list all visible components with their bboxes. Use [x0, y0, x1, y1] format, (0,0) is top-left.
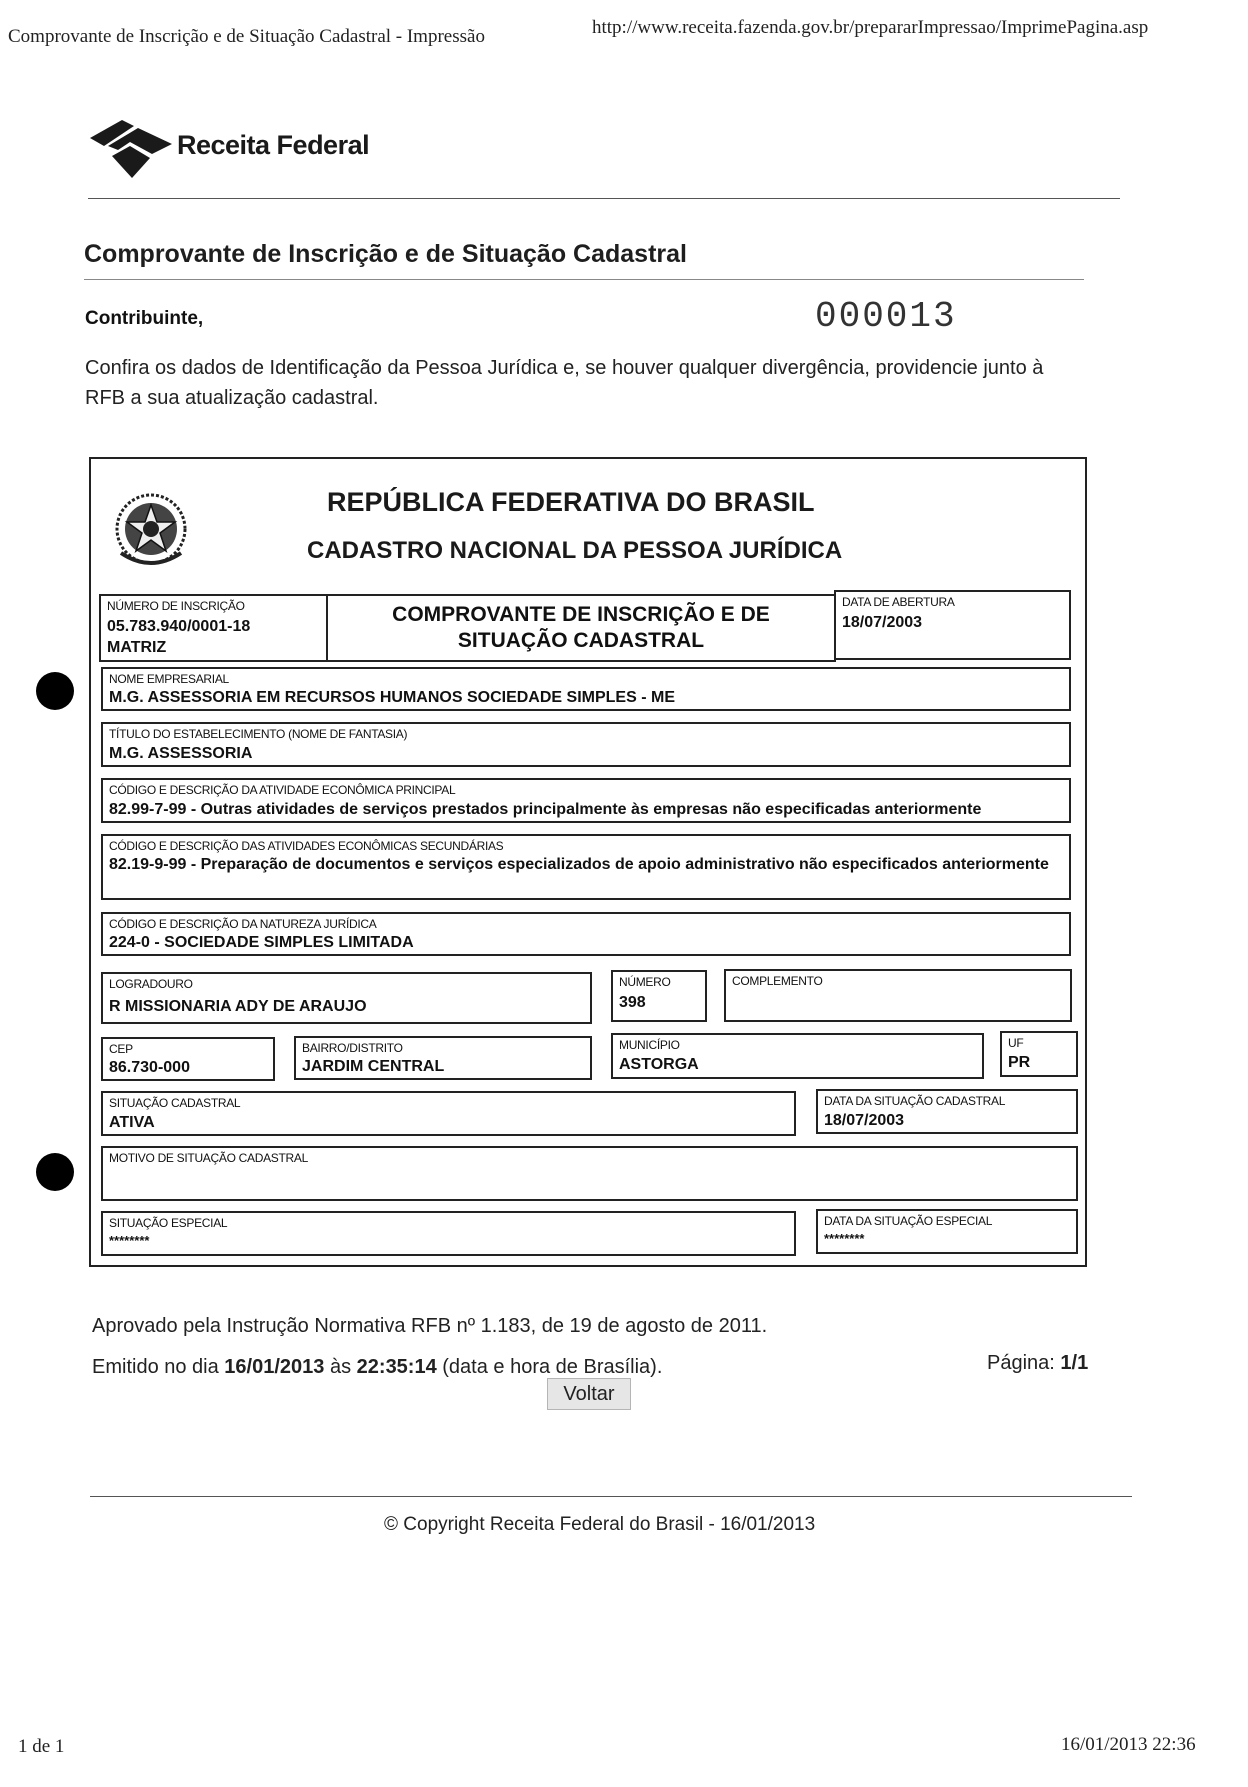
field-situacao-especial	[101, 1211, 796, 1256]
page-value: 1/1	[1060, 1352, 1089, 1374]
field-value: 82.99-7-99 - Outras atividades de serviços prestados principalmente às empresas não especificadas anteriormente	[109, 801, 982, 818]
field-value: 82.19-9-99 - Preparação de documentos e serviços especializados de apoio administrativo não especificados anteriormente	[109, 856, 1049, 873]
field-value: 05.783.940/0001-18	[107, 618, 251, 635]
field-value: PR	[1008, 1054, 1031, 1071]
comprovante-title-box	[326, 594, 836, 662]
field-label: NÚMERO DE INSCRIÇÃO	[107, 599, 245, 613]
field-label: CÓDIGO E DESCRIÇÃO DAS ATIVIDADES ECONÔMICAS SECUNDÁRIAS	[109, 839, 504, 853]
field-value: ATIVA	[109, 1114, 155, 1131]
field-value: R MISSIONARIA ADY DE ARAUJO	[109, 998, 367, 1015]
field-label: NOME EMPRESARIAL	[109, 672, 229, 686]
field-uf	[1000, 1031, 1078, 1077]
print-datetime: 16/01/2013 22:36	[1061, 1734, 1196, 1755]
field-cep	[101, 1037, 275, 1081]
comprovante-title: COMPROVANTE DE INSCRIÇÃO E DE SITUAÇÃO CADASTRAL	[392, 603, 770, 652]
binder-hole	[36, 672, 74, 710]
field-label: BAIRRO/DISTRITO	[302, 1041, 403, 1055]
field-label: CÓDIGO E DESCRIÇÃO DA NATUREZA JURÍDICA	[109, 917, 377, 931]
stamp-number: 000013	[815, 296, 957, 337]
field-label: DATA DE ABERTURA	[842, 595, 955, 609]
title-divider	[84, 279, 1084, 280]
field-value: 86.730-000	[109, 1059, 190, 1076]
field-value: 18/07/2003	[824, 1112, 905, 1129]
cnpj-card	[89, 457, 1087, 1267]
field-label: SITUAÇÃO CADASTRAL	[109, 1096, 241, 1110]
copyright: © Copyright Receita Federal do Brasil - 16/01/2013	[384, 1514, 816, 1535]
field-label: MUNICÍPIO	[619, 1038, 680, 1052]
field-motivo-situacao	[101, 1146, 1078, 1201]
print-url: http://www.receita.fazenda.gov.br/prepararImpressao/ImprimePagina.asp	[592, 17, 1149, 38]
field-bairro	[294, 1036, 592, 1080]
field-abertura	[834, 590, 1071, 660]
field-label: CÓDIGO E DESCRIÇÃO DA ATIVIDADE ECONÔMICA PRINCIPAL	[109, 783, 456, 797]
field-label: LOGRADOURO	[109, 977, 193, 991]
page-label: Página:	[987, 1352, 1061, 1374]
field-numero	[611, 970, 707, 1022]
receita-federal-logo-text: Receita Federal	[177, 130, 370, 160]
field-label: NÚMERO	[619, 975, 671, 989]
field-atividades-secundarias	[101, 834, 1071, 900]
field-label: MOTIVO DE SITUAÇÃO CADASTRAL	[109, 1151, 308, 1165]
field-value: 398	[619, 994, 646, 1011]
field-value: ASTORGA	[619, 1056, 699, 1073]
field-label: UF	[1008, 1036, 1024, 1050]
field-data-situacao-especial	[816, 1209, 1078, 1254]
page-indicator	[987, 1352, 1088, 1375]
field-data-situacao	[816, 1089, 1078, 1134]
field-label: SITUAÇÃO ESPECIAL	[109, 1216, 228, 1230]
field-situacao-cadastral	[101, 1091, 796, 1136]
field-label: TÍTULO DO ESTABELECIMENTO (NOME DE FANTASIA)	[109, 727, 408, 741]
back-button[interactable]: Voltar	[547, 1378, 631, 1410]
page-title: Comprovante de Inscrição e de Situação Cadastral	[84, 240, 687, 268]
field-value: 224-0 - SOCIEDADE SIMPLES LIMITADA	[109, 934, 414, 951]
emission-note	[92, 1356, 662, 1379]
field-label: CEP	[109, 1042, 133, 1056]
intro-text: Confira os dados de Identificação da Pessoa Jurídica e, se houver qualquer divergência, providencie junto à RFB a sua atualização cadastral.	[85, 357, 1044, 409]
field-atividade-principal	[101, 778, 1071, 823]
print-page-count: 1 de 1	[18, 1736, 65, 1757]
emission-date: 16/01/2013	[224, 1356, 325, 1378]
field-logradouro	[101, 972, 592, 1024]
approval-note: Aprovado pela Instrução Normativa RFB nº 1.183, de 19 de agosto de 2011.	[92, 1315, 768, 1337]
field-municipio	[611, 1033, 984, 1079]
footer-divider	[90, 1496, 1132, 1497]
field-complemento	[724, 969, 1072, 1022]
field-value: 18/07/2003	[842, 614, 923, 631]
field-inscricao	[99, 594, 328, 662]
field-label: DATA DA SITUAÇÃO ESPECIAL	[824, 1214, 993, 1228]
emission-suffix: (data e hora de Brasília).	[436, 1356, 663, 1378]
header-divider	[88, 198, 1120, 199]
field-value: JARDIM CENTRAL	[302, 1058, 445, 1075]
greeting: Contribuinte,	[85, 308, 204, 329]
field-nome-empresarial	[101, 667, 1071, 711]
field-nome-fantasia	[101, 722, 1071, 767]
emission-time: 22:35:14	[356, 1356, 437, 1378]
emission-prefix: Emitido no dia	[92, 1356, 225, 1378]
field-value-type: MATRIZ	[107, 639, 167, 656]
heading-republica: REPÚBLICA FEDERATIVA DO BRASIL	[327, 487, 815, 517]
field-value: ********	[824, 1231, 865, 1246]
field-label: COMPLEMENTO	[732, 974, 823, 988]
field-value: M.G. ASSESSORIA	[109, 745, 253, 762]
emission-mid: às	[324, 1356, 357, 1378]
field-value: M.G. ASSESSORIA EM RECURSOS HUMANOS SOCIEDADE SIMPLES - ME	[109, 689, 675, 706]
receita-federal-logo-icon	[90, 116, 172, 178]
brasao-icon	[113, 491, 189, 571]
field-label: DATA DA SITUAÇÃO CADASTRAL	[824, 1094, 1006, 1108]
heading-cadastro: CADASTRO NACIONAL DA PESSOA JURÍDICA	[307, 537, 843, 564]
print-title: Comprovante de Inscrição e de Situação Cadastral - Impressão	[8, 26, 485, 47]
field-natureza-juridica	[101, 912, 1071, 956]
field-value: ********	[109, 1233, 150, 1248]
binder-hole	[36, 1153, 74, 1191]
